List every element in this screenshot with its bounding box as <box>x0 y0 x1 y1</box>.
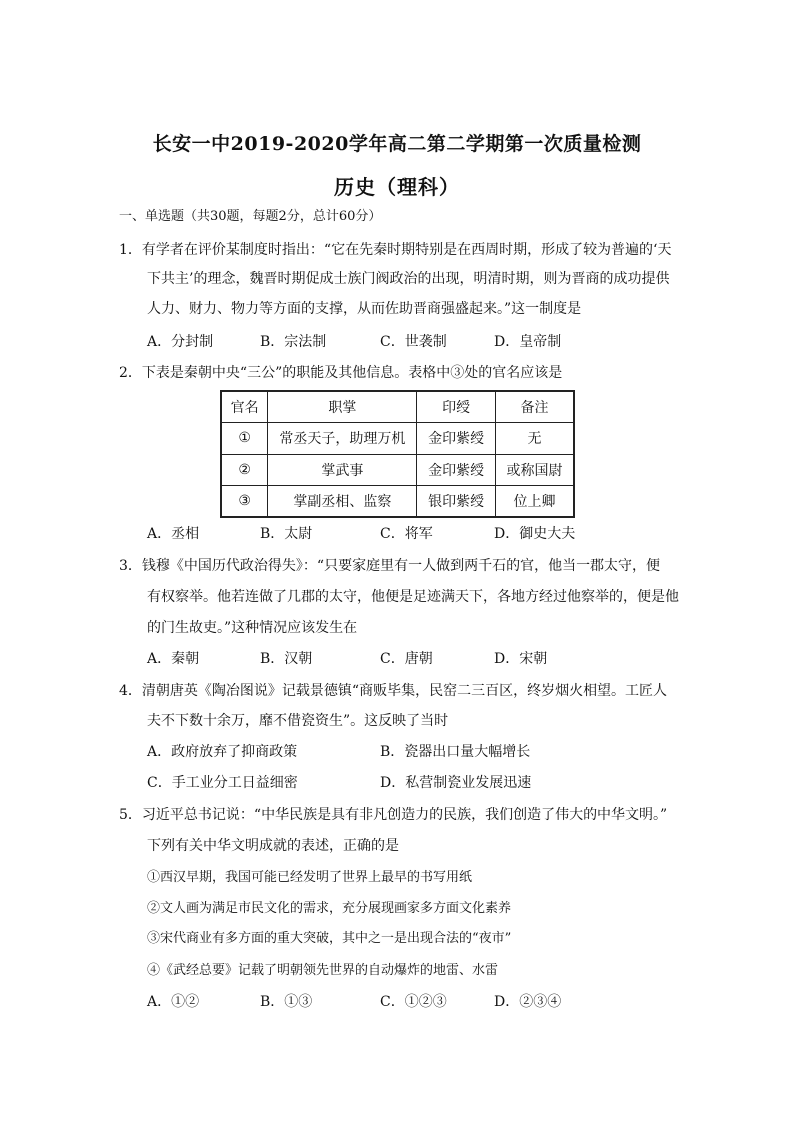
q5-line-1: 5．习近平总书记说：“中华民族是具有非凡创造力的民族，我们创造了伟大的中华文明。” <box>119 807 668 823</box>
table-cell: 掌副丞相、监察 <box>268 486 417 518</box>
q2-option-c: C．将军 <box>380 526 433 542</box>
q5-item-3: ③宋代商业有多方面的重大突破，其中之一是出现合法的“夜市” <box>147 931 512 946</box>
q2-option-b: B．太尉 <box>260 526 313 542</box>
q3-option-d: D．宋朝 <box>494 651 548 667</box>
q1-option-a: A．分封制 <box>147 334 214 350</box>
q5-option-c: C．①②③ <box>380 994 447 1010</box>
table-cell: 银印紫绶 <box>417 486 496 518</box>
q5-option-d: D．②③④ <box>494 994 562 1010</box>
q2-stem: 2．下表是秦朝中央“三公”的职能及其他信息。表格中③处的官名应该是 <box>119 365 563 381</box>
q1-option-d: D．皇帝制 <box>494 334 562 350</box>
q4-line-1: 4．清朝唐英《陶冶图说》记载景德镇“商贩毕集，民窑二三百区，终岁烟火相望。工匠人 <box>119 683 668 699</box>
q5-item-2: ②文人画为满足市民文化的需求，充分展现画家多方面文化素养 <box>147 901 512 916</box>
table-row <box>221 423 574 455</box>
q5-line-2: 下列有关中华文明成就的表述，正确的是 <box>147 838 399 854</box>
q4-option-a: A．政府放弃了抑商政策 <box>147 744 298 760</box>
q1-line-2: 下共主’的理念，魏晋时期促成士族门阀政治的出现，明清时期，则为晋商的成功提供 <box>147 271 670 287</box>
table-header-cell: 备注 <box>495 391 574 423</box>
table-header-cell: 官名 <box>221 391 268 423</box>
table-header-cell: 职掌 <box>268 391 417 423</box>
q5-option-a: A．①② <box>147 994 200 1010</box>
table-cell: 位上卿 <box>495 486 574 518</box>
q5-option-b: B．①③ <box>260 994 313 1010</box>
officials-table <box>220 390 575 518</box>
q4-option-d: D．私营制瓷业发展迅速 <box>380 775 532 791</box>
q2-option-a: A．丞相 <box>147 526 200 542</box>
table-row <box>221 454 574 486</box>
q1-option-b: B．宗法制 <box>260 334 327 350</box>
q1-line-1: 1．有学者在评价某制度时指出：“它在先秦时期特别是在西周时期，形成了较为普遍的‘天 <box>119 242 672 258</box>
q4-option-b: B．瓷器出口量大幅增长 <box>380 744 531 760</box>
table-cell: 掌武事 <box>268 454 417 486</box>
exam-title: 长安一中2019-2020学年高二第二学期第一次质量检测 <box>152 133 642 155</box>
q3-option-c: C．唐朝 <box>380 651 433 667</box>
table-header-row <box>221 391 574 423</box>
q1-line-3: 人力、财力、物力等方面的支撑，从而佐助晋商强盛起来。”这一制度是 <box>147 301 582 317</box>
table-cell: 常丞天子，助理万机 <box>268 423 417 455</box>
table-cell: 或称国尉 <box>495 454 574 486</box>
q5-item-4: ④《武经总要》记载了明朝领先世界的自动爆炸的地雷、水雷 <box>147 963 499 978</box>
table-header-cell: 印绶 <box>417 391 496 423</box>
table-cell: 金印紫绶 <box>417 423 496 455</box>
table-cell: 金印紫绶 <box>417 454 496 486</box>
q4-line-2: 夫不下数十余万，靡不借瓷资生”。这反映了当时 <box>147 713 449 729</box>
q1-option-c: C．世袭制 <box>380 334 447 350</box>
q3-option-a: A．秦朝 <box>147 651 200 667</box>
q2-option-d: D．御史大夫 <box>494 526 576 542</box>
table-cell: ① <box>221 423 268 455</box>
q5-item-1: ①西汉早期，我国可能已经发明了世界上最早的书写用纸 <box>147 870 473 885</box>
table-cell: ② <box>221 454 268 486</box>
q4-option-c: C．手工业分工日益细密 <box>147 775 298 791</box>
q3-option-b: B．汉朝 <box>260 651 313 667</box>
q3-line-3: 的门生故吏。”这种情况应该发生在 <box>147 620 358 636</box>
table-cell: ③ <box>221 486 268 518</box>
table-row <box>221 486 574 518</box>
table-cell: 无 <box>495 423 574 455</box>
section-heading: 一、单选题（共30题，每题2分，总计60分） <box>119 209 382 224</box>
q3-line-2: 有权察举。他若连做了几郡的太守，他便是足迹满天下，各地方经过他察举的，便是他 <box>147 589 679 605</box>
q3-line-1: 3．钱穆《中国历代政治得失》：“只要家庭里有一人做到两千石的官，他当一郡太守，便 <box>119 558 661 574</box>
exam-subtitle: 历史（理科） <box>334 175 460 199</box>
